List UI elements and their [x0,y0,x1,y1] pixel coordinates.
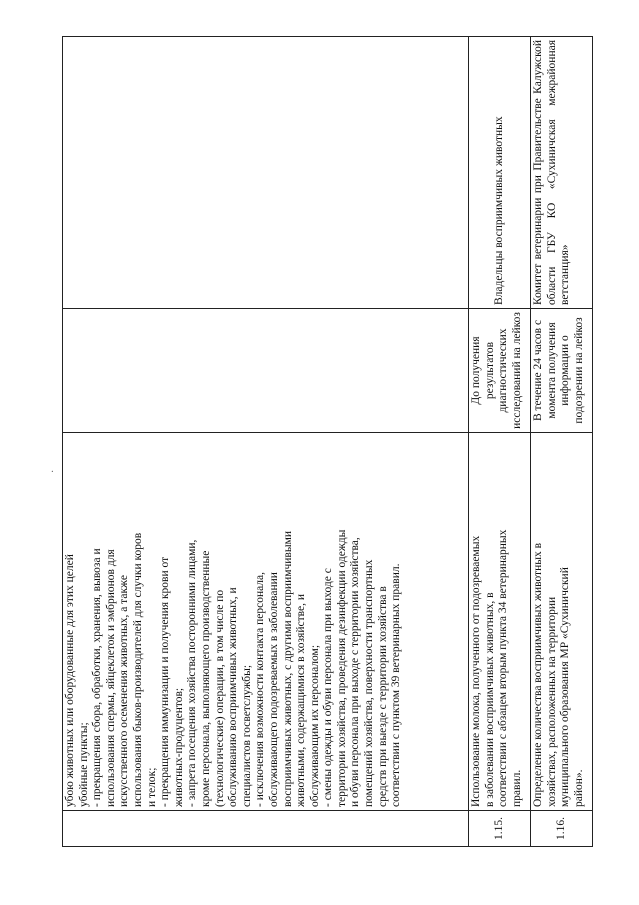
responsible-cell: Владельцы восприимчивых животных [469,37,531,309]
responsible-cell: Комитет ветеринарии при Правительстве Калужской области ГБУ КО «Сухиничская межрайонная ветстанция» [531,37,593,309]
table-row [63,37,469,847]
page-mark: · [48,469,59,473]
term-cell: В течение 24 часов с момента получения информации о подозрении на лейкоз [531,309,593,433]
measure-text: Использование молока, полученного от подозреваемых в заболевании восприимчивых животных, в соответствии с абзацем вторым пункта 34 ветеринарных правил. [469,433,531,811]
measure-text: убою животных или оборудованные для этих целей убойные пункты; - прекращения сбора, обработки, хранения, вывоза и использования спермы, яйцеклеток и эмбрионов для искусственного осеменения животных, а также использования быков-производителей для случки коров и телок; - прекращения иммунизации и получения крови от животных-продуцентов; - запрета посещения хозяйства посторонними лицами, кроме персонала, выполняющего производственные (технологические) операции, в том числе по обслуживанию восприимчивых животных, и специалистов госветслужбы; - исключения возможности контакта персонала, обслуживающего подозреваемых в заболевании восприимчивых животных, с другими восприимчивыми животными, содержащимися в хозяйстве, и обслуживающим их персоналом; - смены одежды и обуви персонала при выходе с территории хозяйства, проведения дезинфекции одежды и обуви персонала при выходе с территории хозяйства, помещений хозяйства, поверхности транспортных средств при выезде с территории хозяйства в соответствии с пунктом 39 ветеринарных правил. [63,433,469,811]
row-number: 1.16. [531,811,593,847]
measure-text: Определение количества восприимчивых животных в хозяйствах, расположенных на территории муниципального образования МР «Сухиничский район». [531,433,593,811]
table-row [469,37,531,847]
term-cell [63,309,469,433]
responsible-cell [63,37,469,309]
row-number: 1.15. [469,811,531,847]
table-row [531,37,593,847]
row-number [63,811,469,847]
measures-table [62,36,593,847]
term-cell: До получения результатов диагностических исследований на лейкоз [469,309,531,433]
